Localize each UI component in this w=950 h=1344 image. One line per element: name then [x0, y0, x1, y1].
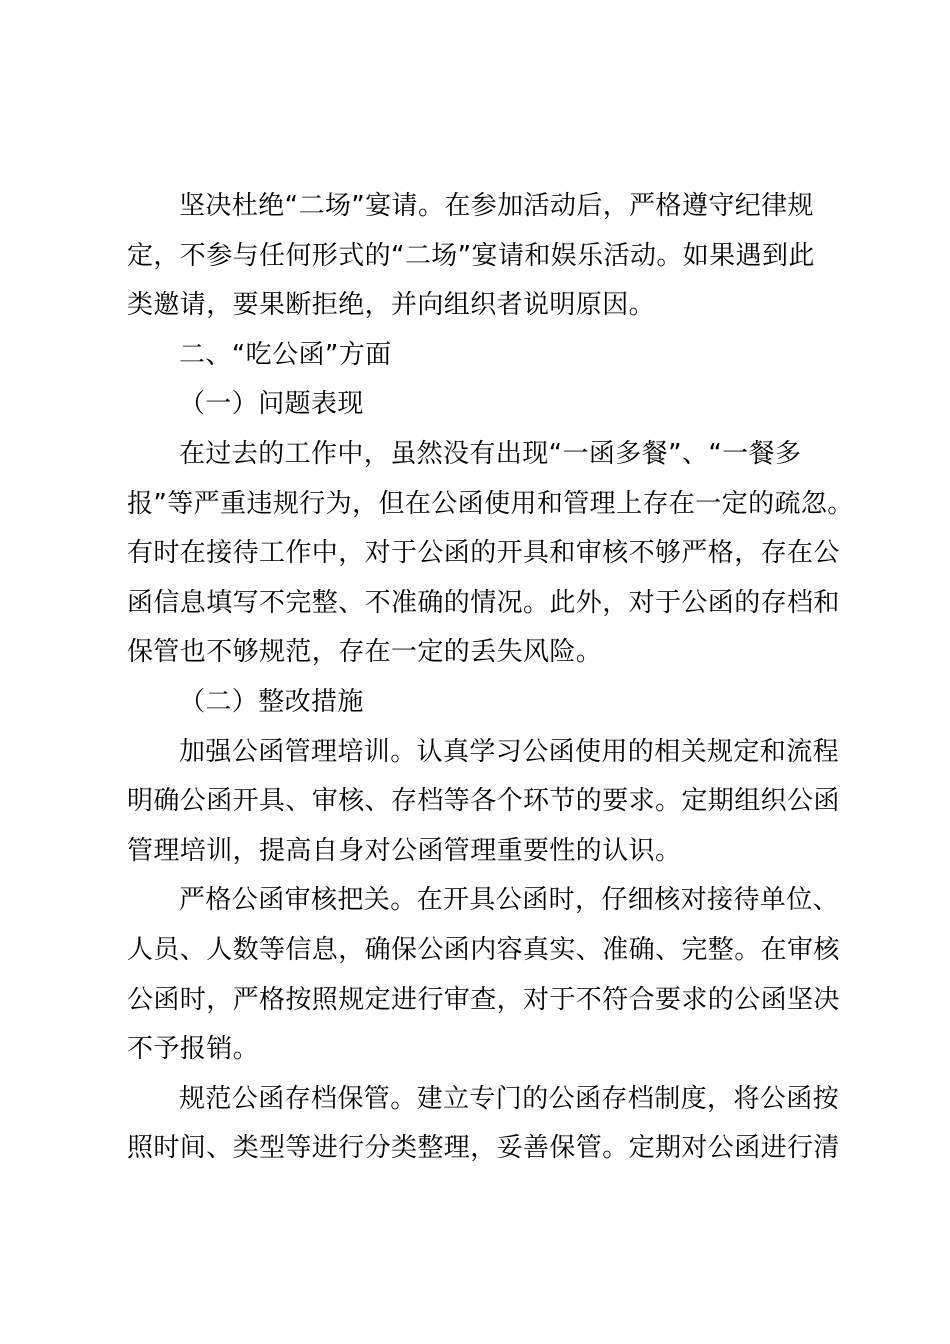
text-line: 有时在接待工作中，对于公函的开具和审核不够严格，存在公 — [127, 538, 840, 569]
subsection-heading: （一）问题表现 — [179, 389, 364, 420]
para-standardize-archiving — [127, 1075, 840, 1174]
subsection-heading: （二）整改措施 — [179, 686, 364, 717]
text-line: 公函时，严格按照规定进行审查，对于不符合要求的公函坚决 — [127, 984, 840, 1015]
text-line: 人员、人数等信息，确保公函内容真实、准确、完整。在审核 — [127, 934, 840, 965]
para-strengthen-training — [127, 728, 840, 877]
text-line: 类邀请，要果断拒绝，并向组织者说明原因。 — [127, 290, 656, 321]
text-line: 照时间、类型等进行分类整理，妥善保管。定期对公函进行清 — [127, 1133, 840, 1164]
text-line: 不予报销。 — [127, 1034, 260, 1065]
para-problem-description — [127, 430, 854, 678]
section-heading: 二、“吃公函”方面 — [179, 339, 392, 370]
text-line: 定，不参与任何形式的“二场”宴请和娱乐活动。如果遇到此 — [127, 240, 815, 271]
text-line: 严格公函审核把关。在开具公函时，仔细核对接待单位、 — [179, 885, 840, 916]
text-line: 保管也不够规范，存在一定的丢失风险。 — [127, 637, 603, 668]
heading-rectification-measures — [127, 678, 835, 728]
text-line: 明确公函开具、审核、存档等各个环节的要求。定期组织公函 — [127, 786, 840, 817]
text-line: 函信息填写不完整、不准确的情况。此外，对于公函的存档和 — [127, 587, 840, 618]
text-line: 报”等严重违规行为，但在公函使用和管理上存在一定的疏忽。 — [127, 488, 854, 519]
text-line: 规范公函存档保管。建立专门的公函存档制度，将公函按 — [179, 1083, 840, 1114]
heading-section-two — [127, 331, 835, 381]
text-line: 加强公函管理培训。认真学习公函使用的相关规定和流程 — [179, 736, 840, 767]
document-body — [127, 182, 854, 1174]
heading-problem-manifestation — [127, 380, 835, 430]
para-reject-second-banquet — [127, 182, 835, 331]
text-line: 在过去的工作中，虽然没有出现“一函多餐”、“一餐多 — [179, 438, 802, 469]
para-strict-review — [127, 876, 840, 1074]
text-line: 坚决杜绝“二场”宴请。在参加活动后，严格遵守纪律规 — [179, 191, 814, 221]
text-line: 管理培训，提高自身对公函管理重要性的认识。 — [127, 835, 682, 866]
